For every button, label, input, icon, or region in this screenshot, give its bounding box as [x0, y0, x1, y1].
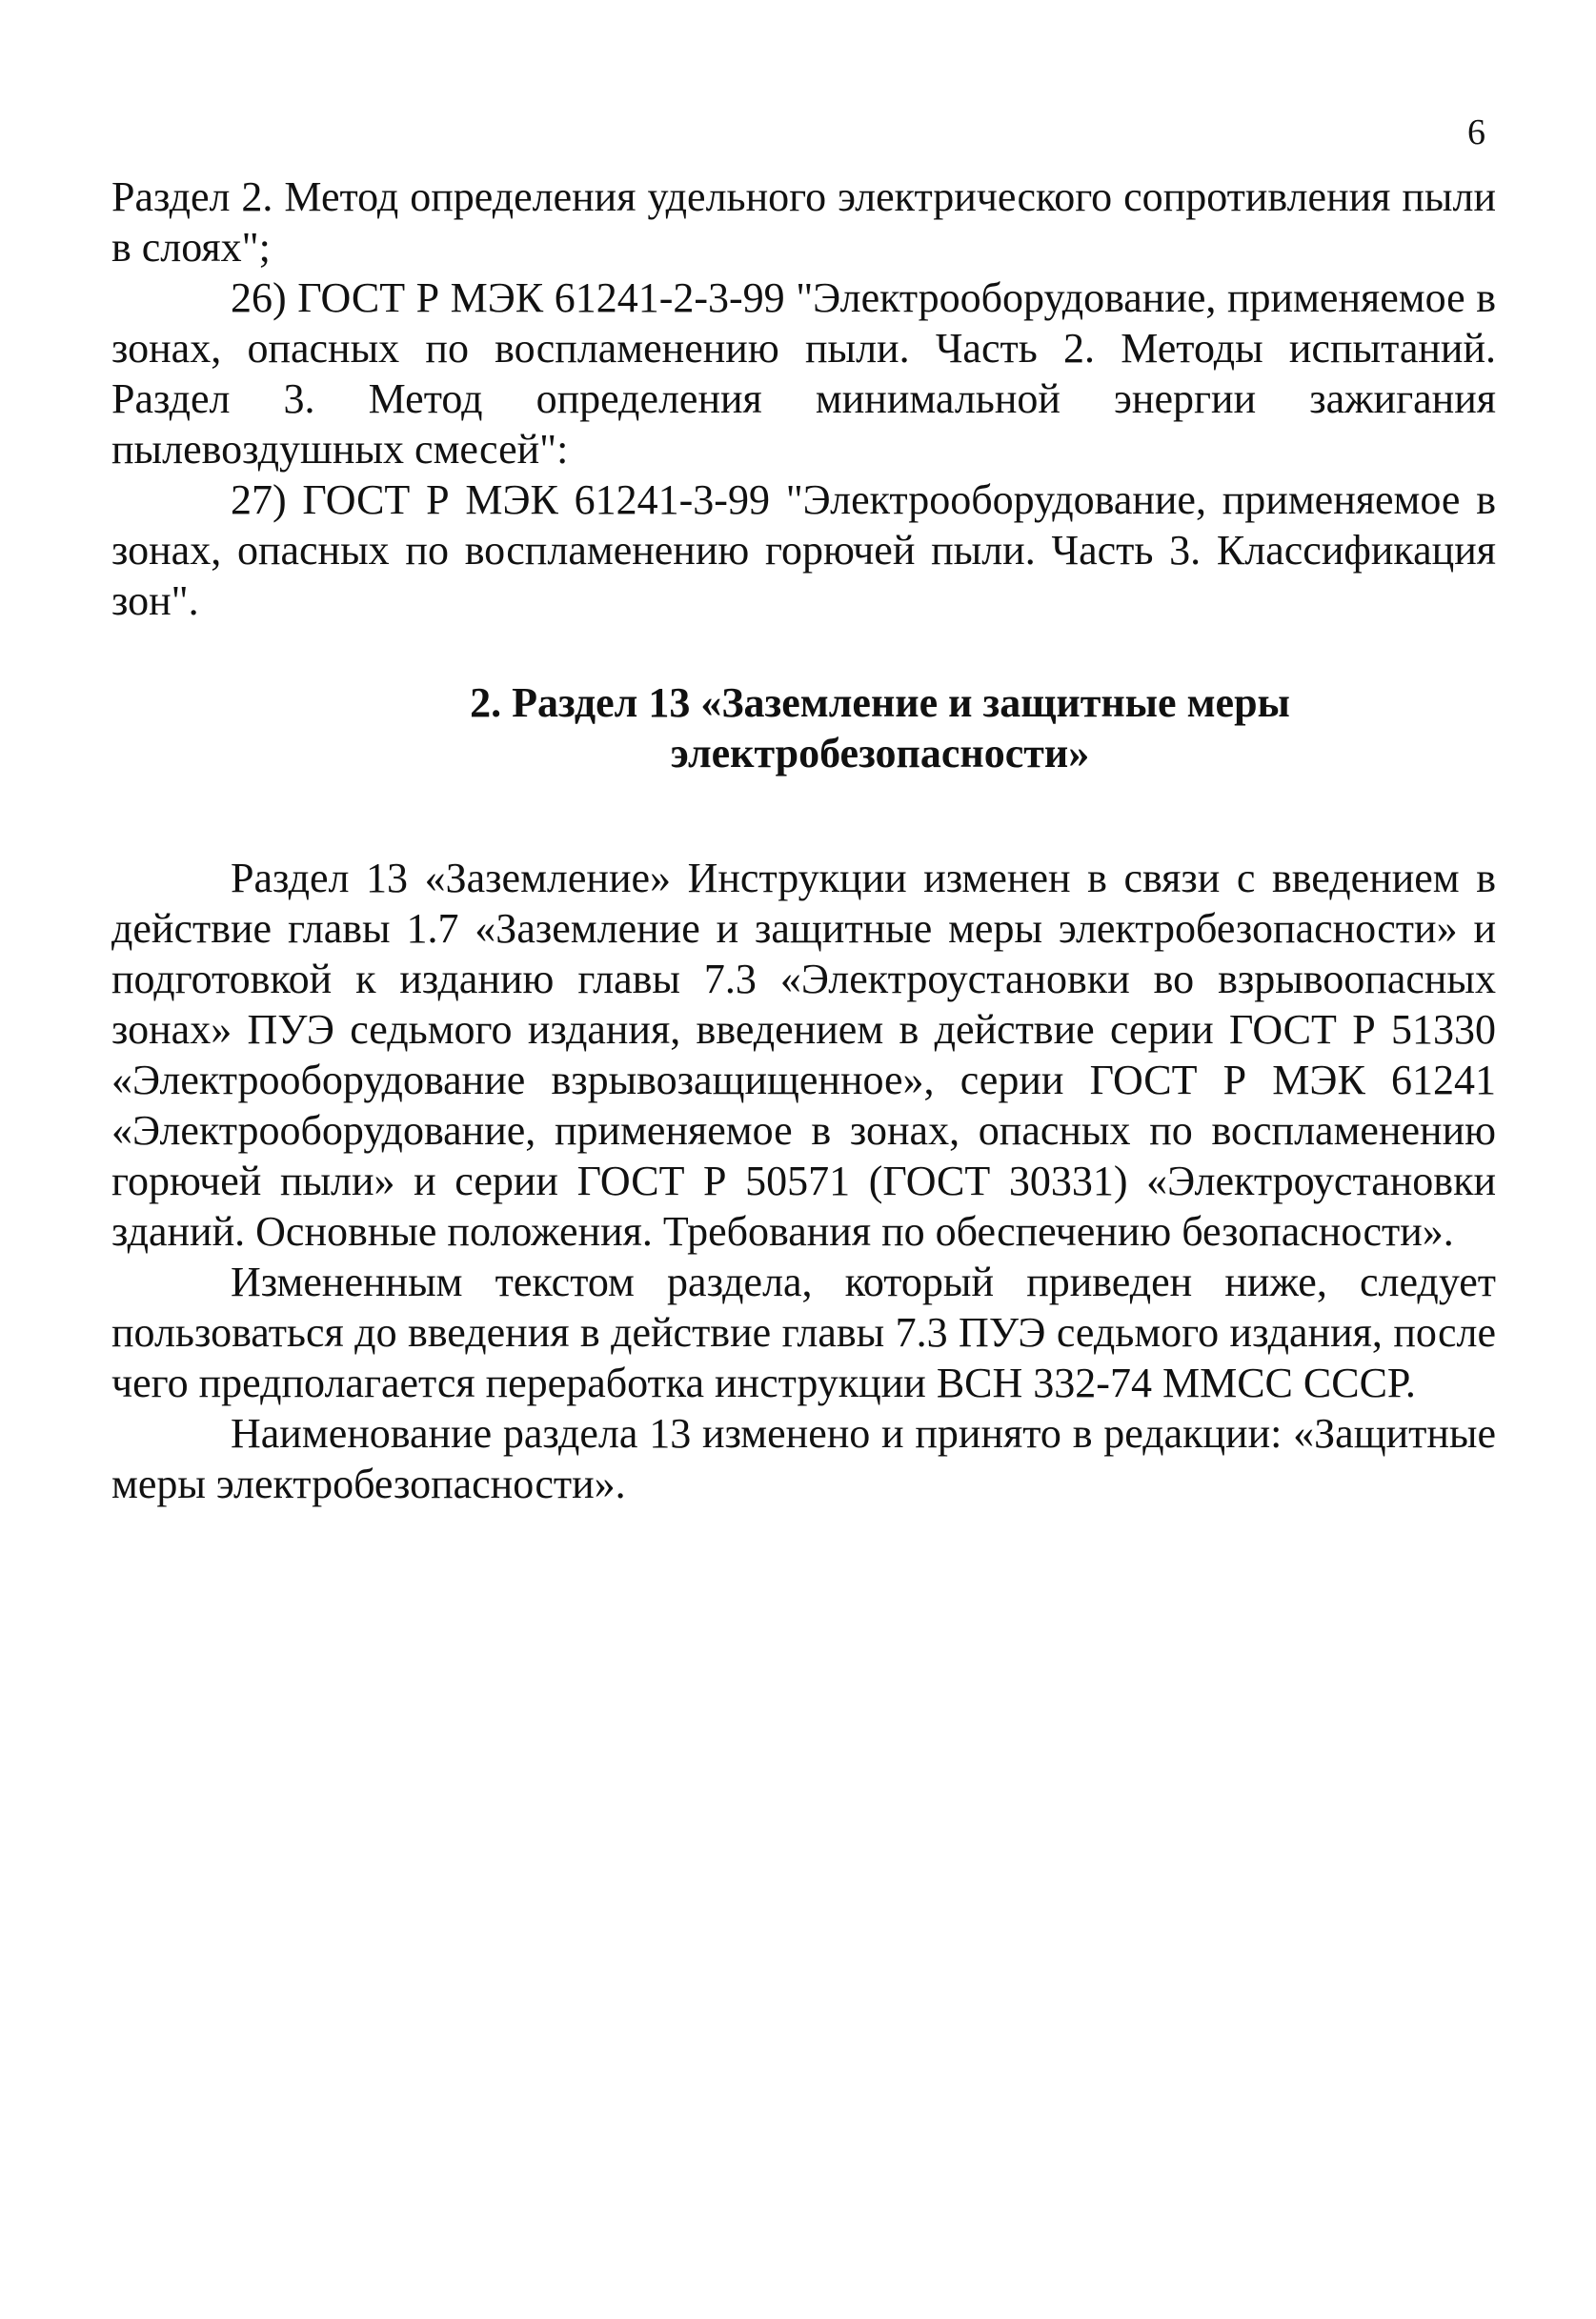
section-paragraph: Измененным текстом раздела, который приведен ниже, следует пользоваться до введения в действие главы 7.3 ПУЭ седьмого издания, после чего предполагается переработка инструкции ВСН 332-74 ММСС СССР.: [111, 1259, 1496, 1406]
list-item-26: 26) ГОСТ Р МЭК 61241-2-3-99 "Электрооборудование, применяемое в зонах, опасных по воспламенению пыли. Часть 2. Методы испытаний. Раздел 3. Метод определения минимальной энергии зажигания пылевоздушных смесей":: [111, 274, 1496, 473]
section-paragraph: Раздел 13 «Заземление» Инструкции изменен в связи с введением в действие главы 1.7 «Заземление и защитные меры электробезопасности» и подготовкой к изданию главы 7.3 «Электроустановки во взрывоопасных зонах» ПУЭ седьмого издания, введением в действие серии ГОСТ Р 51330 «Электрооборудование взрывозащищенное», серии ГОСТ Р МЭК 61241 «Электрооборудование, применяемое в зонах, опасных по воспламенению горючей пыли» и серии ГОСТ Р 50571 (ГОСТ 30331) «Электроустановки зданий. Основные положения. Требования по обеспечению безопасности».: [111, 855, 1496, 1255]
page-number: 6: [1467, 112, 1485, 152]
section-heading: 2. Раздел 13 «Заземление и защитные меры электробезопасности»: [470, 679, 1290, 776]
list-item-27: 27) ГОСТ Р МЭК 61241-3-99 "Электрооборудование, применяемое в зонах, опасных по воспламенению горючей пыли. Часть 3. Классификация зон".: [111, 476, 1496, 624]
section-paragraph: Наименование раздела 13 изменено и принято в редакции: «Защитные меры электробезопасности».: [111, 1410, 1496, 1507]
list-continuation: Раздел 2. Метод определения удельного электрического сопротивления пыли в слоях";: [111, 173, 1496, 271]
document-body: [111, 171, 1496, 1509]
